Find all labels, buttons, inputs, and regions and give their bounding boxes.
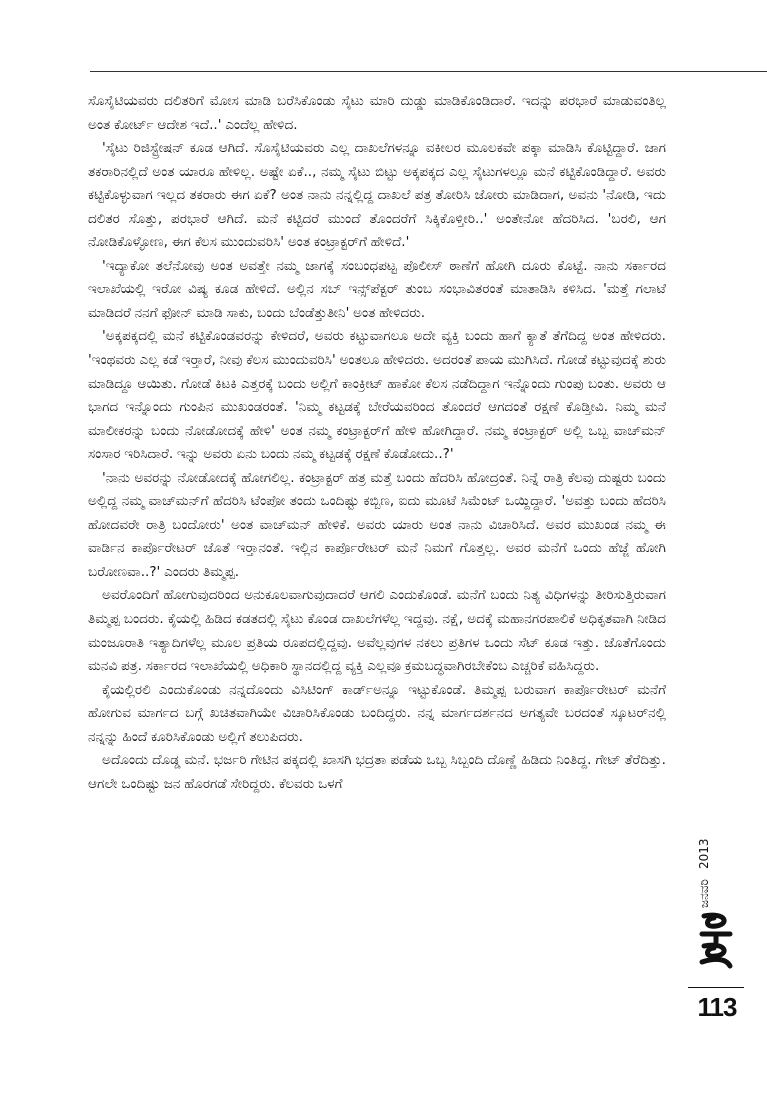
paragraph: ಸೊಸೈಟಿಯವರು ದಲಿತರಿಗೆ ಮೋಸ ಮಾಡಿ ಬರೆಸಿಕೊಂಡು ಸೈಟು ಮಾರಿ ದುಡ್ಡು ಮಾಡಿಕೊಂಡಿದಾರೆ. ಇದನ್ನು ಪರಭಾರೆ ಮಾಡುವಂತಿಲ್ಲ ಅಂತ ಕೋರ್ಟ್ ಆದೇಶ ಇದೆ..' ಎಂದೆಲ್ಲ ಹೇಳಿದ. — [88, 93, 666, 133]
article-body — [88, 90, 666, 796]
paragraph: 'ಅಕ್ಕಪಕ್ಕದಲ್ಲಿ ಮನೆ ಕಟ್ಟಿಕೊಂಡವರನ್ನು ಕೇಳಿದರೆ, ಅವರು ಕಟ್ಟುವಾಗಲೂ ಅದೇ ವ್ಯಕ್ತಿ ಬಂದು ಹಾಗೆ ಕ್ಯಾತೆ ತೆಗೆದಿದ್ದ ಅಂತ ಹೇಳಿದರು. 'ಇಂಥವರು ಎಲ್ಲ ಕಡೆ ಇರ್‍ತಾರೆ, ನೀವು ಕೆಲಸ ಮುಂದುವರಿಸಿ' ಅಂತಲೂ ಹೇಳಿದರು. ಅದರಂತೆ ಪಾಯ ಮುಗಿಸಿದೆ. ಗೋಡೆ ಕಟ್ಟುವುದಕ್ಕೆ ಶುರು ಮಾಡಿದ್ದೂ ಆಯಿತು. ಗೋಡೆ ಕಿಟಕಿ ಎತ್ತರಕ್ಕೆ ಬಂದು ಅಲ್ಲಿಗೆ ಕಾಂಕ್ರೀಟ್ ಹಾಕೋ ಕೆಲಸ ನಡೆದಿದ್ದಾಗ ಇನ್ನೊಂದು ಗುಂಪು ಬಂತು. ಅವರು ಆ ಭಾಗದ ಇನ್ನೊಂದು ಗುಂಪಿನ ಮುಖಂಡರಂತೆ. 'ನಿಮ್ಮ ಕಟ್ಟಡಕ್ಕೆ ಬೇರೆಯವರಿಂದ ತೊಂದರೆ ಆಗದಂತೆ ರಕ್ಷಣೆ ಕೊಡ್ತೀವಿ. ನಿಮ್ಮ ಮನೆ ಮಾಲೀಕರನ್ನು ಬಂದು ನೋಡೋದಕ್ಕೆ ಹೇಳಿ' ಅಂತ ನಮ್ಮ ಕಂಟ್ರಾಕ್ಟರ್‌ಗೆ ಹೇಳಿ ಹೋಗಿದ್ದಾರೆ. ನಮ್ಮ ಕಂಟ್ರಾಕ್ಟರ್ ಅಲ್ಲಿ ಒಬ್ಬ ವಾಚ್‌ಮನ್ ಸಂಸಾರ ಇರಿಸಿದಾರೆ. ಇನ್ನು ಅವರು ಏನು ಬಂದು ನಮ್ಮ ಕಟ್ಟಡಕ್ಕೆ ರಕ್ಷಣೆ ಕೊಡೋದು..?' — [88, 328, 666, 463]
paragraph: 'ನಾನು ಅವರನ್ನು ನೋಡೋದಕ್ಕೆ ಹೋಗಲಿಲ್ಲ. ಕಂಟ್ರಾಕ್ಟರ್ ಹತ್ರ ಮತ್ತೆ ಬಂದು ಹೆದರಿಸಿ ಹೋದ್ರಂತೆ. ನಿನ್ನೆ ರಾತ್ರಿ ಕೆಲವು ದುಷ್ಟರು ಬಂದು ಅಲ್ಲಿದ್ದ ನಮ್ಮ ವಾಚ್‌ಮನ್‌ಗೆ ಹೆದರಿಸಿ ಟೆಂಪೋ ತಂದು ಒಂದಿಷ್ಟು ಕಬ್ಬಿಣ, ಐದು ಮೂಟೆ ಸಿಮೆಂಟ್ ಒಯ್ದಿದ್ದಾರೆ. 'ಅವತ್ತು ಬಂದು ಹೆದರಿಸಿ ಹೋದವರೇ ರಾತ್ರಿ ಬಂದೋರು' ಅಂತ ವಾಚ್‌ಮನ್ ಹೇಳಿಕೆ. ಅವರು ಯಾರು ಅಂತ ನಾನು ವಿಚಾರಿಸಿದೆ. ಅವರ ಮುಖಂಡ ನಮ್ಮ ಈ ವಾರ್ಡಿನ ಕಾರ್ಪೊರೇಟರ್ ಜೊತೆ ಇರ್‍ತಾನಂತೆ. ಇಲ್ಲಿನ ಕಾರ್ಪೊರೇಟರ್ ಮನೆ ನಿಮಗೆ ಗೊತ್ತಲ್ಲ. ಅವರ ಮನೆಗೆ ಒಂದು ಹೆಜ್ಜೆ ಹೋಗಿ ಬರೋಣವಾ..?' ಎಂದರು ತಿಮ್ಮಪ್ಪ. — [88, 469, 666, 580]
paragraph: ಕೈಯಲ್ಲಿರಲಿ ಎಂದುಕೊಂಡು ನನ್ನದೊಂದು ವಿಸಿಟಿಂಗ್ ಕಾರ್ಡ್‌ಅನ್ನೂ ಇಟ್ಟುಕೊಂಡೆ. ತಿಮ್ಮಪ್ಪ ಬರುವಾಗ ಕಾರ್ಪೊರೇಟರ್ ಮನೆಗೆ ಹೋಗುವ ಮಾರ್ಗದ ಬಗ್ಗೆ ಖಚಿತವಾಗಿಯೇ ವಿಚಾರಿಸಿಕೊಂಡು ಬಂದಿದ್ದರು. ನನ್ನ ಮಾರ್ಗದರ್ಶನದ ಅಗತ್ಯವೇ ಬರದಂತೆ ಸ್ಕೂಟರ್‌ನಲ್ಲಿ ನನ್ನನ್ನು ಹಿಂದೆ ಕೂರಿಸಿಕೊಂಡು ಅಲ್ಲಿಗೆ ತಲುಪಿದರು. — [88, 681, 666, 745]
paragraph: ಅವರೊಂದಿಗೆ ಹೋಗುವುದರಿಂದ ಅನುಕೂಲವಾಗುವುದಾದರೆ ಆಗಲಿ ಎಂದುಕೊಂಡೆ. ಮನೆಗೆ ಬಂದು ನಿತ್ಯ ವಿಧಿಗಳನ್ನು ತೀರಿಸುತ್ತಿರುವಾಗ ತಿಮ್ಮಪ್ಪ ಬಂದರು. ಕೈಯಲ್ಲಿ ಹಿಡಿದ ಕಡತದಲ್ಲಿ ಸೈಟು ಕೊಂಡ ದಾಖಲೆಗಳೆಲ್ಲ ಇದ್ದವು. ನಕ್ಷೆ, ಅದಕ್ಕೆ ಮಹಾನಗರಪಾಲಿಕೆ ಅಧಿಕೃತವಾಗಿ ನೀಡಿದ ಮಂಜೂರಾತಿ ಇತ್ಯಾದಿಗಳೆಲ್ಲ ಮೂಲ ಪ್ರತಿಯ ರೂಪದಲ್ಲಿದ್ದವು. ಅವೆಲ್ಲವುಗಳ ನಕಲು ಪ್ರತಿಗಳ ಒಂದು ಸೆಟ್ ಕೂಡ ಇತ್ತು. ಜೊತೆಗೊಂದು ಮನವಿ ಪತ್ರ. ಸರ್ಕಾರದ ಇಲಾಖೆಯಲ್ಲಿ ಅಧಿಕಾರಿ ಸ್ಥಾನದಲ್ಲಿದ್ದ ವ್ಯಕ್ತಿ ಎಲ್ಲವೂ ಕ್ರಮಬದ್ಧವಾಗಿರಬೇಕೆಂಬ ಎಚ್ಚರಿಕೆ ವಹಿಸಿದ್ದರು. — [88, 587, 666, 675]
issue-year: 2013 — [697, 838, 711, 870]
paragraph: ಅದೊಂದು ದೊಡ್ಡ ಮನೆ. ಭರ್ಜರಿ ಗೇಟಿನ ಪಕ್ಕದಲ್ಲಿ ಖಾಸಗಿ ಭದ್ರತಾ ಪಡೆಯ ಒಬ್ಬ ಸಿಬ್ಬಂದಿ ದೊಣ್ಣೆ ಹಿಡಿದು ನಿಂತಿದ್ದ. ಗೇಟ್ ತೆರೆದಿತ್ತು. ಆಗಲೇ ಒಂದಿಷ್ಟು ಜನ ಹೊರಗಡೆ ಸೇರಿದ್ದರು. ಕೆಲವರು ಒಳಗೆ — [88, 752, 666, 792]
magazine-sidebar — [690, 798, 738, 973]
paragraph: 'ಇದ್ಯಾಕೋ ತಲೆನೋವು ಅಂತ ಅವತ್ತೇ ನಮ್ಮ ಜಾಗಕ್ಕೆ ಸಂಬಂಧಪಟ್ಟ ಪೊಲೀಸ್ ಠಾಣೆಗೆ ಹೋಗಿ ದೂರು ಕೊಟ್ಟೆ. ನಾನು ಸರ್ಕಾರದ ಇಲಾಖೆಯಲ್ಲಿ ಇರೋ ವಿಷ್ಯ ಕೂಡ ಹೇಳಿದೆ. ಅಲ್ಲಿನ ಸಬ್ ಇನ್ಸ್‌ಪೆಕ್ಟರ್ ತುಂಬ ಸಂಭಾವಿತರಂತೆ ಮಾತಾಡಿಸಿ ಕಳಿಸಿದ. 'ಮತ್ತೆ ಗಲಾಟೆ ಮಾಡಿದರೆ ನನಗೆ ಫೋನ್ ಮಾಡಿ ಸಾಕು, ಬಂದು ಬೆಂಡೆತ್ತುತೀನಿ' ಅಂತ ಹೇಳಿದರು. — [88, 257, 666, 321]
page-number-rule — [688, 987, 744, 988]
issue-date — [694, 798, 714, 908]
paragraph: 'ಸೈಟು ರಿಜಿಸ್ಟ್ರೇಷನ್ ಕೂಡ ಆಗಿದೆ. ಸೊಸೈಟಿಯವರು ಎಲ್ಲ ದಾಖಲೆಗಳನ್ನೂ ವಕೀಲರ ಮೂಲಕವೇ ಪಕ್ಕಾ ಮಾಡಿಸಿ ಕೊಟ್ಟಿದ್ದಾರೆ. ಜಾಗ ತಕರಾರಿನಲ್ಲಿದೆ ಅಂತ ಯಾರೂ ಹೇಳಿಲ್ಲ. ಅಷ್ಟೇ ಏಕೆ.., ನಮ್ಮ ಸೈಟು ಬಿಟ್ಟು ಅಕ್ಕಪಕ್ಕದ ಎಲ್ಲ ಸೈಟುಗಳಲ್ಲೂ ಮನೆ ಕಟ್ಟಿಕೊಂಡಿದ್ದಾರೆ. ಅವರು ಕಟ್ಟಿಕೊಳ್ಳುವಾಗ ಇಲ್ಲದ ತಕರಾರು ಈಗ ಏಕೆ? ಅಂತ ನಾನು ನನ್ನಲ್ಲಿದ್ದ ದಾಖಲೆ ಪತ್ರ ತೋರಿಸಿ ಜೋರು ಮಾಡಿದಾಗ, ಅವನು 'ನೋಡಿ, ಇದು ದಲಿತರ ಸೊತ್ತು, ಪರಭಾರೆ ಆಗಿದೆ. ಮನೆ ಕಟ್ಟಿದರೆ ಮುಂದೆ ತೊಂದರೆಗೆ ಸಿಕ್ಕಿಕೊಳ್ತೀರಿ..' ಅಂತೇನೋ ಹೆದರಿಸಿದ. 'ಬರಲಿ, ಆಗ ನೋಡಿಕೊಳ್ಳೋಣ, ಈಗ ಕೆಲಸ ಮುಂದುವರಿಸಿ' ಅಂತ ಕಂಟ್ರಾಕ್ಟರ್‌ಗೆ ಹೇಳಿದೆ.' — [88, 140, 666, 251]
header-rule — [90, 71, 767, 72]
magazine-logo — [696, 910, 736, 970]
page-number: 113 — [697, 992, 737, 1022]
issue-month: ಜನವರಿ — [697, 879, 711, 908]
